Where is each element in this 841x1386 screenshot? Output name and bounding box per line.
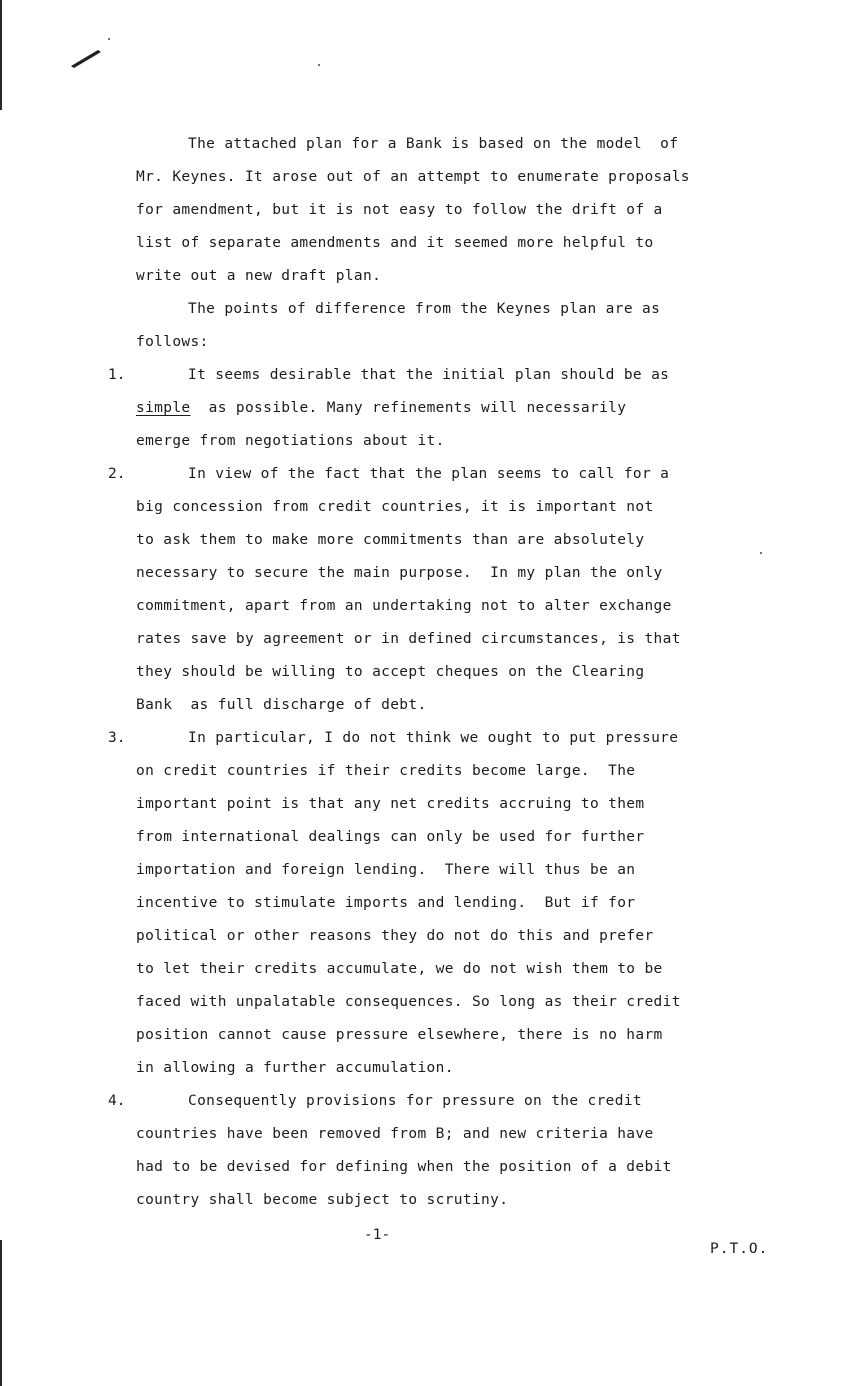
item-line: country shall become subject to scrutiny.: [136, 1192, 509, 1208]
item-line: emerge from negotiations about it.: [136, 433, 445, 449]
left-edge-shadow: [0, 0, 2, 110]
item-line: to ask them to make more commitments than are absolutely: [136, 532, 645, 548]
intro-line: The attached plan for a Bank is based on the model of: [188, 136, 679, 152]
points-intro-line: follows:: [136, 334, 209, 350]
item-number: 4.: [108, 1093, 126, 1109]
item-line: incentive to stimulate imports and lending. But if for: [136, 895, 636, 911]
intro-line: write out a new draft plan.: [136, 268, 382, 284]
item-line: In particular, I do not think we ought to put pressure: [188, 730, 679, 746]
item-line: countries have been removed from B; and new criteria have: [136, 1126, 654, 1142]
emphasized-word: simple: [136, 400, 191, 416]
left-edge-shadow-lower: [0, 1240, 2, 1386]
item-line: to let their credits accumulate, we do not wish them to be: [136, 961, 663, 977]
points-intro-line: The points of difference from the Keynes plan are as: [188, 301, 661, 317]
page-number: -1-: [364, 1227, 391, 1243]
item-number: 1.: [108, 367, 126, 383]
item-line: necessary to secure the main purpose. In my plan the only: [136, 565, 663, 581]
item-line: from international dealings can only be used for further: [136, 829, 645, 845]
item-line: political or other reasons they do not do this and prefer: [136, 928, 654, 944]
item-line: they should be willing to accept cheques on the Clearing: [136, 664, 645, 680]
item-line: had to be devised for defining when the position of a debit: [136, 1159, 672, 1175]
item-line: In view of the fact that the plan seems to call for a: [188, 466, 670, 482]
speck: [760, 552, 762, 554]
speck: [318, 64, 320, 66]
item-line: rates save by agreement or in defined circumstances, is that: [136, 631, 681, 647]
intro-line: for amendment, but it is not easy to follow the drift of a: [136, 202, 663, 218]
item-line: faced with unpalatable consequences. So long as their credit: [136, 994, 681, 1010]
item-line: big concession from credit countries, it is important not: [136, 499, 654, 515]
item-line: commitment, apart from an undertaking not to alter exchange: [136, 598, 672, 614]
item-line: importation and foreign lending. There will thus be an: [136, 862, 636, 878]
item-number: 3.: [108, 730, 126, 746]
item-line: [136, 399, 626, 417]
item-line: position cannot cause pressure elsewhere, there is no harm: [136, 1027, 663, 1043]
item-line: important point is that any net credits accruing to them: [136, 796, 645, 812]
item-line: It seems desirable that the initial plan should be as: [188, 367, 670, 383]
intro-line: Mr. Keynes. It arose out of an attempt to enumerate proposals: [136, 169, 690, 185]
item-line: Consequently provisions for pressure on the credit: [188, 1093, 642, 1109]
item-line: Bank as full discharge of debt.: [136, 697, 427, 713]
pen-mark-icon: [68, 44, 104, 70]
item-line-text: as possible. Many refinements will necessarily: [208, 400, 627, 416]
item-number: 2.: [108, 466, 126, 482]
please-turn-over: P.T.O.: [710, 1241, 769, 1257]
item-line: on credit countries if their credits become large. The: [136, 763, 636, 779]
speck: [108, 38, 110, 40]
item-line: in allowing a further accumulation.: [136, 1060, 454, 1076]
intro-line: list of separate amendments and it seemed more helpful to: [136, 235, 654, 251]
